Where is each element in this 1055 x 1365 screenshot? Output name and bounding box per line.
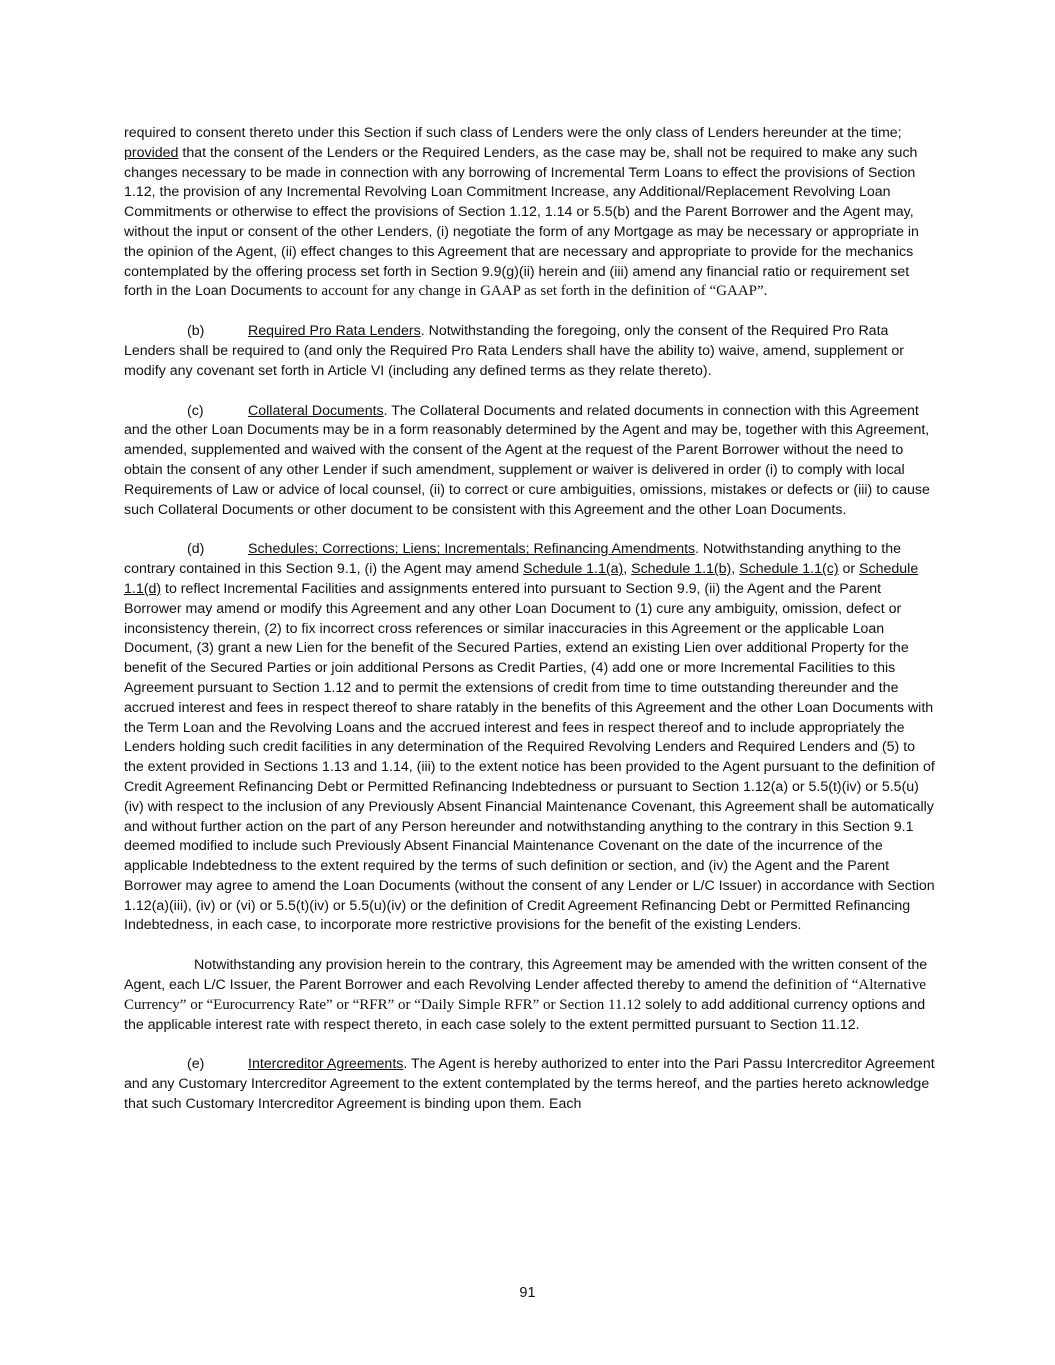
paragraph-nw-text-3: solely to add additional currency options and the applicable interest rate with respect thereto, in each case solely to the extent permitted pursuant to Section 11.12. xyxy=(124,996,926,1033)
paragraph-b xyxy=(124,322,936,381)
paragraph-d-heading: Schedules; Corrections; Liens; Incrementals; Refinancing Amendments xyxy=(248,541,696,558)
paragraph-d-comma-1: , xyxy=(623,561,632,578)
paragraph-a-continued xyxy=(124,124,936,302)
paragraph-d-text-2: to reflect Incremental Facilities and assignments entered into pursuant to Section 9.9, (ii) the Agent and the Parent Borrower may amend or modify this Agreement and any other Loan Document to (1) cure any ambiguity, omission, defect or inconsistency therein, (2) to fix incorrect cross references or similar inaccuracies in this Agreement or the applicable Loan Document, (3) grant a new Lien for the benefit of the Secured Parties, extend an existing Lien over additional Property for the benefit of the Secured Parties or join additional Persons as Credit Parties, (4) add one or more Incremental Facilities to this Agreement pursuant to Section 1.12 and to permit the extensions of credit from time to time outstanding thereunder and the accrued interest and fees in respect thereof to share ratably in the benefits of this Agreement and the other Loan Documents with the Term Loan and the Revolving Loans and the accrued interest and fees in respect thereof and to include appropriately the Lenders holding such credit facilities in any determination of the Required Revolving Lenders and Required Lenders and (5) to the extent provided in Sections 1.13 and 1.14, (iii) to the extent notice has been provided to the Agent pursuant to the definition of Credit Agreement Refinancing Debt or Permitted Refinancing Indebtedness or pursuant to Section 1.12(a) or 5.5(t)(iv) or 5.5(u)(iv) with respect to the inclusion of any Previously Absent Financial Maintenance Covenant, this Agreement shall be automatically and without further action on the part of any Person hereunder and notwithstanding anything to the contrary in this Section 9.1 deemed modified to include such Previously Absent Financial Maintenance Covenant on the date of the incurrence of the applicable Indebtedness to the extent required by the terms of such definition or section, and (iv) the Agent and the Parent Borrower may agree to amend the Loan Documents (without the consent of any Lender or L/C Issuer) in accordance with Section 1.12(a)(iii), (iv) or (vi) or 5.5(t)(iv) or 5.5(u)(iv) or the definition of Credit Agreement Refinancing Debt or Permitted Refinancing Indebtedness, in each case, to incorporate more restrictive provisions for the benefit of the existing Lenders. xyxy=(124,580,935,934)
para-a-text-2: that the consent of the Lenders or the Required Lenders, as the case may be, shall not be required to make any such changes necessary to be made in connection with any borrowing of Incremental Term Loans to effect the provisions of Section 1.12, the provision of any Incremental Revolving Loan Commitment Increase, any Additional/Replacement Revolving Loan Commitments or otherwise to effect the provisions of Section 1.12, 1.14 or 5.5(b) and the Parent Borrower and the Agent may, without the input or consent of the other Lenders, (i) negotiate the form of any Mortgage as may be necessary or appropriate in the opinion of the Agent, (ii) effect changes to this Agreement that are necessary and appropriate to provide for the mechanics contemplated by the offering process set forth in Section 9.9(g)(ii) herein and (iii) amend any financial ratio or requirement set forth in the Loan Documents xyxy=(124,144,919,300)
paragraph-e-heading: Intercreditor Agreements xyxy=(248,1056,404,1073)
paragraph-b-text: . Notwithstanding the foregoing, only the consent of the Required Pro Rata Lenders shall be required to (and only the Required Pro Rata Lenders shall have the ability to) waive, amend, supplement or modify any covenant set forth in Article VI (including any defined terms as they relate thereto). xyxy=(124,323,904,379)
para-a-text-3: to account for any change in GAAP as set forth in the definition of “GAAP”. xyxy=(302,283,768,300)
paragraph-c-text: . The Collateral Documents and related documents in connection with this Agreement and the other Loan Documents may be in a form reasonably determined by the Agent and may be, together with this Agreement, amended, supplemented and waived with the consent of the Agent at the request of the Parent Borrower without the need to obtain the consent of any other Lender if such amendment, supplement or waiver is delivered in order (i) to comply with local Requirements of Law or advice of local counsel, (ii) to correct or cure ambiguities, omissions, mistakes or defects or (iii) to cause such Collateral Documents or other document to be consistent with this Agreement and the other Loan Documents. xyxy=(124,402,930,518)
paragraph-d-comma-2: , xyxy=(731,561,740,578)
paragraph-c-heading: Collateral Documents xyxy=(248,402,384,419)
paragraph-d-or: or xyxy=(838,561,860,578)
paragraph-nw-text-1: Notwithstanding any provision herein to the contrary, this Agreement may be amended with the written consent of the Agent, each L/C Issuer, the Parent Borrower and each Revolving Lender affected thereby to amend xyxy=(124,957,928,994)
para-a-text-1: required to consent thereto under this Section if such class of Lenders were the only class of Lenders hereunder at the time; xyxy=(124,125,902,141)
paragraph-c xyxy=(124,402,936,521)
paragraph-b-heading: Required Pro Rata Lenders xyxy=(248,323,421,340)
document-page xyxy=(124,124,936,1135)
paragraph-notwithstanding xyxy=(124,956,936,1035)
schedule-1-1-d-ref: Schedule 1.1(d) xyxy=(124,561,919,597)
schedule-1-1-c-ref: Schedule 1.1(c) xyxy=(739,561,839,578)
paragraph-c-number: (c) xyxy=(187,402,204,419)
paragraph-e xyxy=(124,1055,936,1114)
provided-term: provided xyxy=(124,144,179,161)
paragraph-d-text-1: . Notwithstanding anything to the contrary contained in this Section 9.1, (i) the Agent may amend xyxy=(124,541,901,578)
paragraph-e-text: . The Agent is hereby authorized to enter into the Pari Passu Intercreditor Agreement and any Customary Intercreditor Agreement to the extent contemplated by the terms hereof, and the parties hereto acknowledge that such Customary Intercreditor Agreement is binding upon them. Each xyxy=(124,1056,935,1113)
schedule-1-1-a-ref: Schedule 1.1(a) xyxy=(523,561,624,578)
schedule-1-1-b-ref: Schedule 1.1(b) xyxy=(631,561,732,578)
page-number: 91 xyxy=(519,1285,536,1301)
paragraph-b-number: (b) xyxy=(187,323,205,340)
paragraph-d-number: (d) xyxy=(187,541,205,558)
paragraph-e-number: (e) xyxy=(187,1056,205,1073)
paragraph-d xyxy=(124,540,936,936)
paragraph-nw-text-2: the definition of “Alternative Currency” or “Eurocurrency Rate” or “RFR” or “Daily Simple RFR” or Section 11.12 xyxy=(124,977,926,1013)
